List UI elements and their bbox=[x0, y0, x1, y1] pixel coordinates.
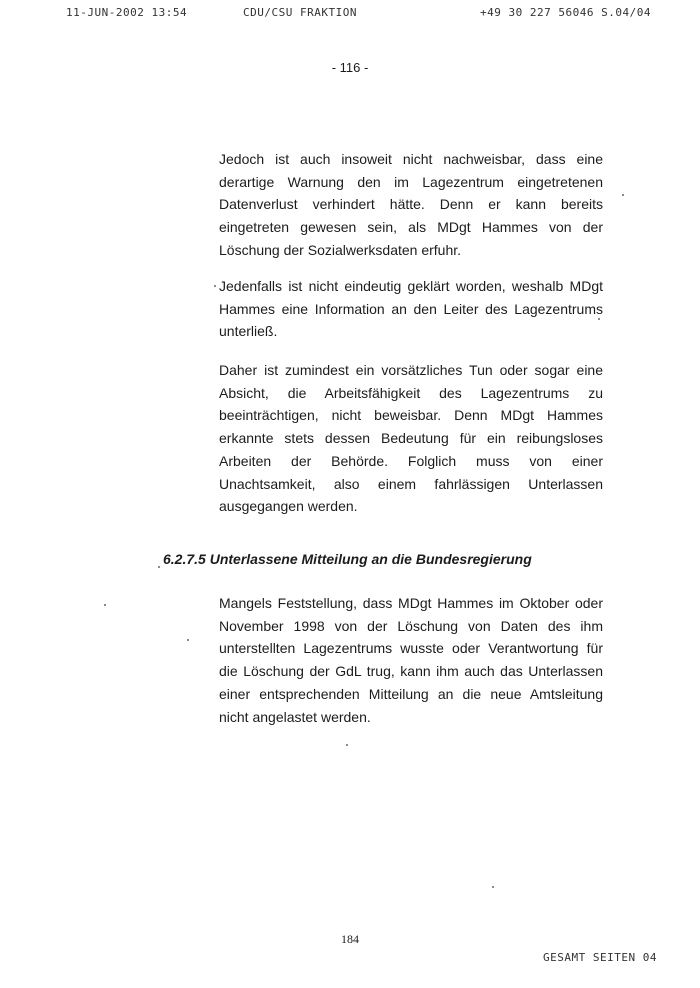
scan-speck bbox=[492, 886, 494, 888]
section-heading: 6.2.7.5 Unterlassene Mitteilung an die Bundesregierung bbox=[163, 551, 532, 567]
scan-speck bbox=[158, 566, 160, 568]
body-paragraph: Jedoch ist auch insoweit nicht nachweisbar, dass eine derartige Warnung den im Lagezentrum eingetretenen Datenverlust verhindert hätte. Denn er kann bereits eingetreten gewesen sein, als MDgt Hammes von der Löschung der Sozialwerksdaten erfuhr. bbox=[219, 151, 603, 258]
scan-speck bbox=[187, 639, 189, 641]
page-number: - 116 - bbox=[331, 60, 369, 75]
body-paragraph: Daher ist zumindest ein vorsätzliches Tun oder sogar eine Absicht, die Arbeitsfähigkeit des Lagezentrums zu beeinträchtigen, nicht beweisbar. Denn MDgt Hammes erkannte stets dessen Bedeutung für ein reibungsloses Arbeiten der Behörde. Folglich muss von einer Unachtsamkeit, also einem fahrlässigen Unterlassen ausgegangen werden. bbox=[219, 362, 603, 515]
fax-total-pages: GESAMT SEITEN 04 bbox=[543, 951, 657, 964]
fax-header-number-page: +49 30 227 56046 S.04/04 bbox=[480, 6, 651, 19]
fax-header-sender: CDU/CSU FRAKTION bbox=[243, 6, 357, 19]
section-paragraph: Mangels Feststellung, dass MDgt Hammes im Oktober oder November 1998 von der Löschung von Daten des ihm unterstellten Lagezentrums wusste oder Verantwortung für die Löschung der GdL trug, kann ihm auch das Unterlassen einer entsprechenden Mitteilung an die neue Amtsleitung nicht angelastet werden. bbox=[219, 595, 603, 725]
scan-speck bbox=[622, 194, 624, 196]
scan-speck bbox=[104, 604, 106, 606]
scan-speck bbox=[598, 318, 600, 320]
body-paragraph: Jedenfalls ist nicht eindeutig geklärt worden, weshalb MDgt Hammes eine Information an den Leiter des Lagezentrums unterließ. bbox=[219, 278, 603, 340]
footer-page-number: 184 bbox=[341, 932, 359, 946]
fax-header-date-time: 11-JUN-2002 13:54 bbox=[66, 6, 188, 19]
scan-speck bbox=[346, 744, 348, 746]
scan-speck bbox=[214, 285, 216, 287]
